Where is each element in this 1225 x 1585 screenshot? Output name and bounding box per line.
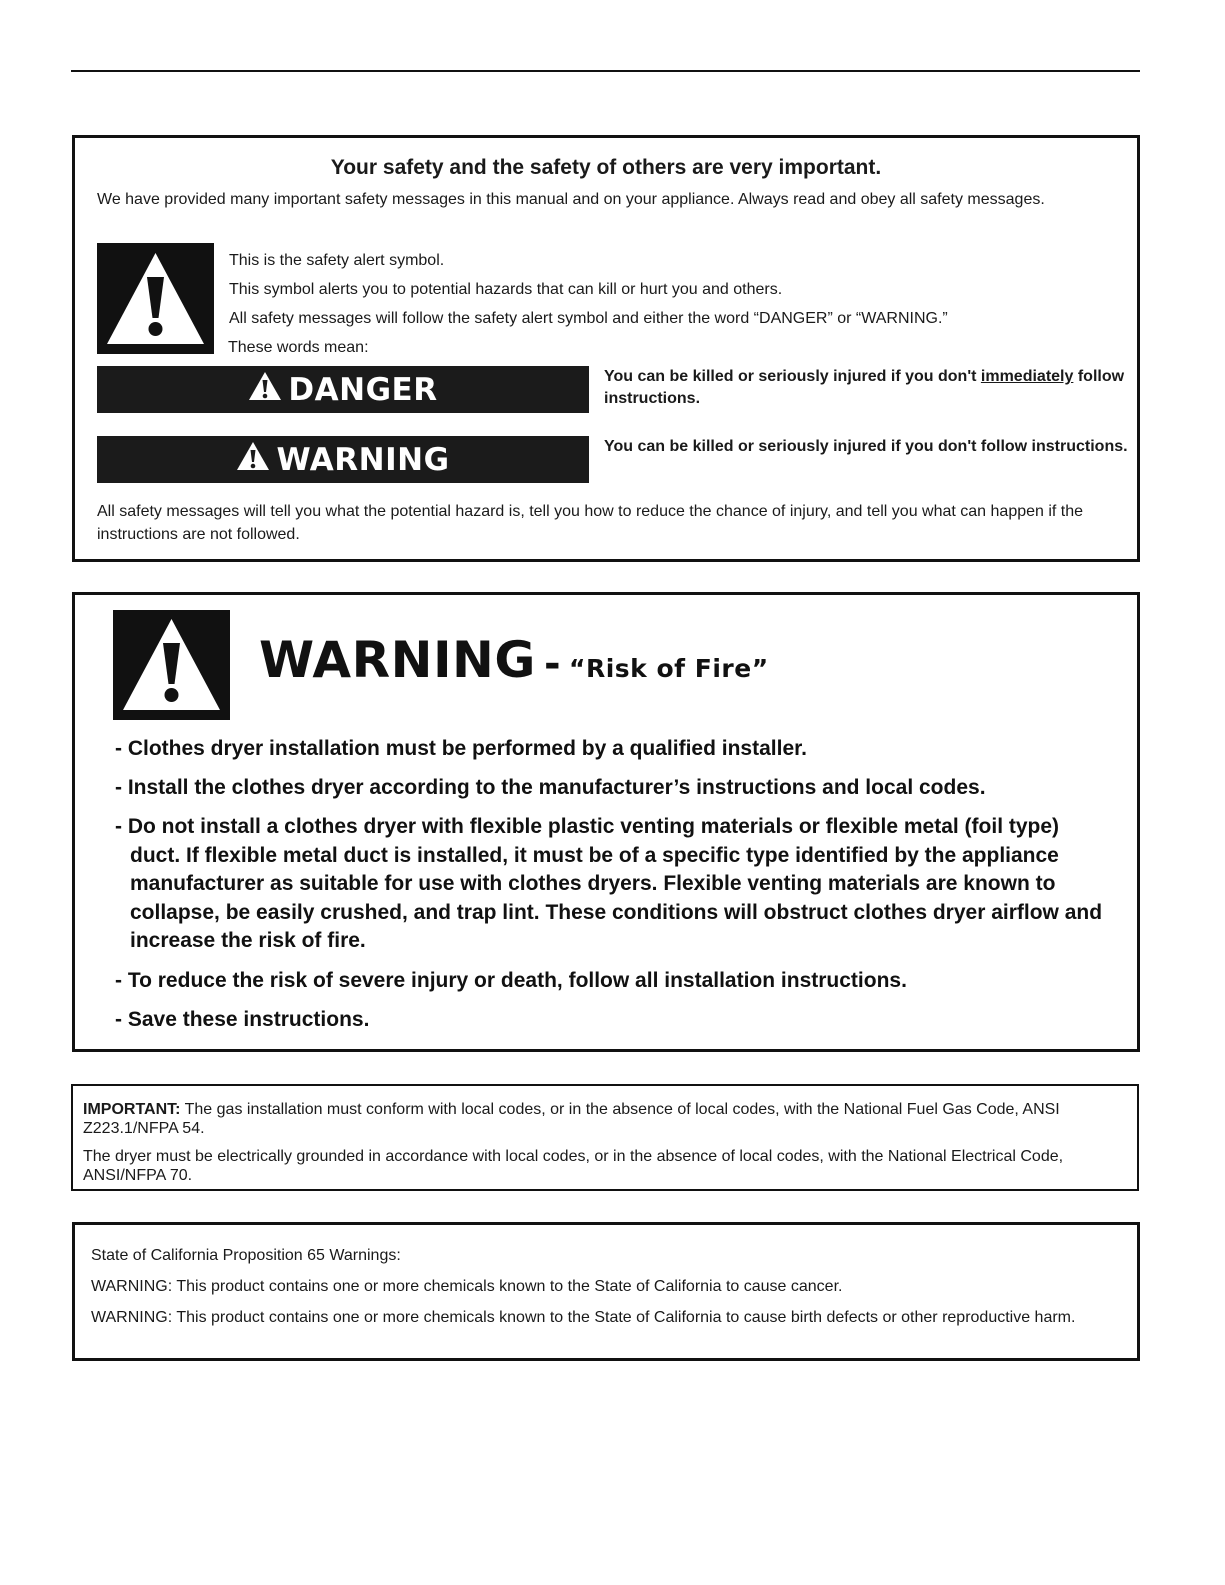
safety-outro-text: All safety messages will tell you what the potential hazard is, tell you how to reduce the chance of injury, and tell you what can happen if the instructions are not followed. (97, 503, 1084, 543)
list-item: - Do not install a clothes dryer with flexible plastic venting materials or flexible metal (foil type) duct. If flexible metal duct is installed, it must be of a specific type identified by the appliance manufacturer as suitable for use with clothes dryers. Flexible venting materials are known to collapse, be easily crushed, and trap lint. These conditions will obstruct clothes dryer airflow and increase the risk of fire. (115, 815, 1103, 952)
prop65-title: State of California Proposition 65 Warnings: (91, 1247, 401, 1264)
list-item: - Save these instructions. (115, 1007, 370, 1031)
danger-text-emphasis: immediately (980, 368, 1074, 385)
important-notice-box (71, 1084, 1139, 1191)
safety-heading: Your safety and the safety of others are very important. (330, 156, 882, 179)
warning-triangle-icon (248, 371, 282, 409)
risk-of-fire-title (259, 631, 769, 689)
gas-installation-note (83, 1100, 1113, 1138)
prop65-cancer-warning: WARNING: This product contains one or more chemicals known to the State of California to cause cancer. (91, 1278, 843, 1295)
danger-signal-bar (97, 366, 589, 413)
list-item: - Install the clothes dryer according to the manufacturer’s instructions and local codes. (115, 776, 986, 799)
title-dash: - (543, 641, 562, 687)
danger-text: You can be killed or seriously injured if you don't (604, 368, 981, 385)
danger-text: follow instructions. (604, 368, 1125, 407)
important-label: IMPORTANT: (83, 1101, 181, 1118)
prop65-birth-defects-warning: WARNING: This product contains one or more chemicals known to the State of California to cause birth defects or other reproductive harm. (91, 1309, 1076, 1326)
gas-installation-text: The gas installation must conform with local codes, or in the absence of local codes, with the National Fuel Gas Code, ANSI Z223.1/NFPA 54. (83, 1101, 1060, 1137)
risk-of-fire-subtitle: “Risk of Fire” (569, 654, 769, 683)
warning-description: You can be killed or seriously injured if you don't follow instructions. (604, 438, 1128, 455)
list-item: - Clothes dryer installation must be performed by a qualified installer. (115, 737, 807, 760)
symbol-line: All safety messages will follow the safety alert symbol and either the word “DANGER” or “WARNING.” (229, 310, 948, 327)
safety-alert-triangle-icon (113, 610, 230, 720)
safety-intro-box (72, 135, 1140, 562)
warning-label: WARNING (276, 441, 450, 478)
symbol-description (229, 251, 948, 360)
symbol-line: This symbol alerts you to potential hazards that can kill or hurt you and others. (229, 281, 783, 298)
safety-alert-triangle-icon (97, 243, 214, 354)
warning-signal-bar (97, 436, 589, 483)
danger-description (604, 366, 1134, 410)
risk-of-fire-box (72, 592, 1140, 1052)
fire-safety-rules (115, 735, 1115, 1045)
proposition-65-box (72, 1222, 1140, 1361)
top-rule (71, 70, 1140, 72)
list-item: - To reduce the risk of severe injury or death, follow all installation instructions. (115, 968, 907, 992)
danger-label: DANGER (288, 371, 438, 408)
electrical-grounding-note: The dryer must be electrically grounded in accordance with local codes, or in the absence of local codes, with the National Electrical Code, ANSI/NFPA 70. (83, 1148, 1064, 1184)
symbol-line: This is the safety alert symbol. (229, 252, 445, 269)
symbol-line: These words mean: (228, 339, 369, 356)
warning-word: WARNING (259, 631, 536, 689)
safety-intro-text: We have provided many important safety messages in this manual and on your appliance. Always read and obey all safety messages. (97, 191, 1045, 208)
warning-triangle-icon (236, 441, 270, 479)
